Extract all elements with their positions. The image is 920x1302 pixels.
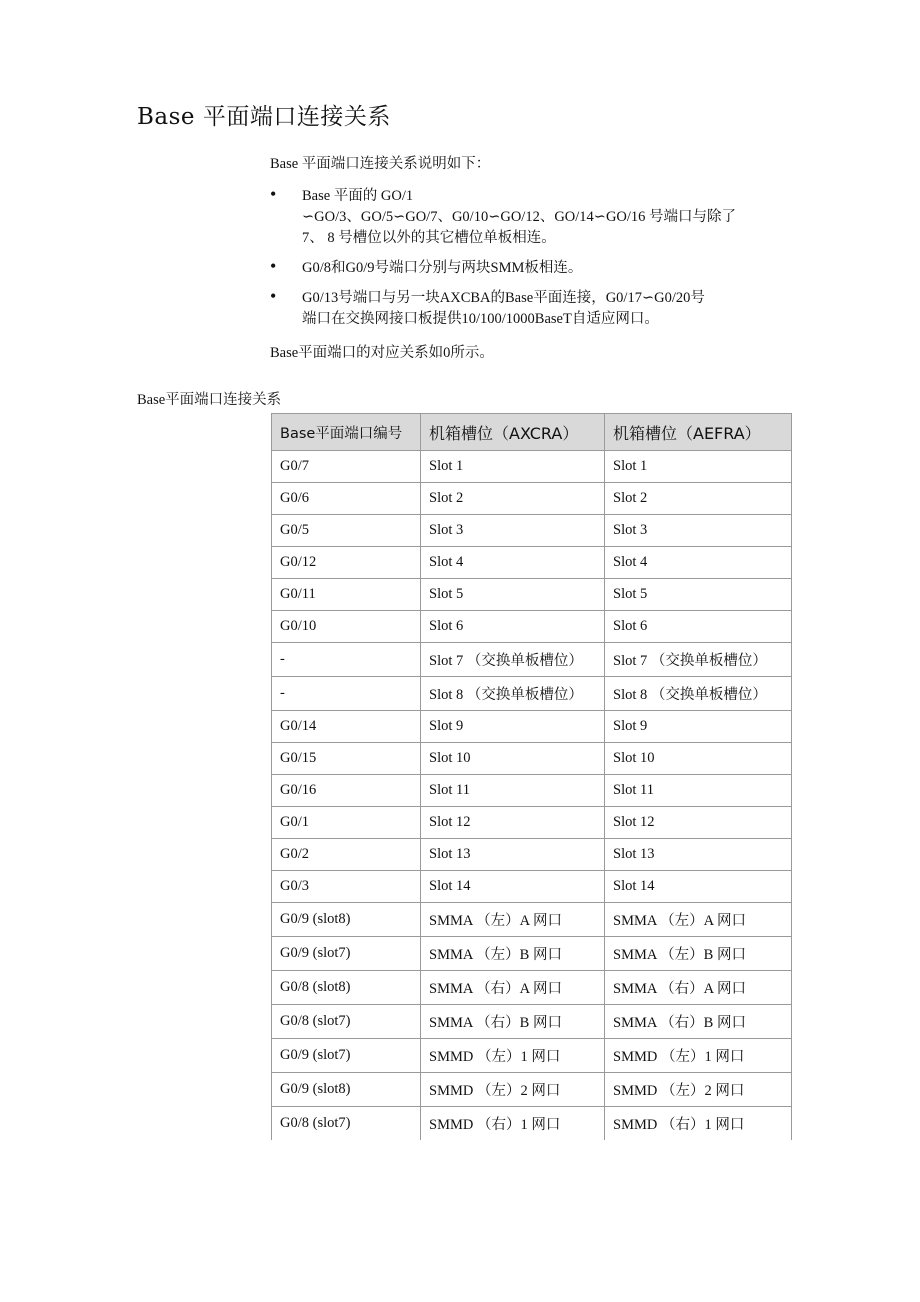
bullet-item [270,258,790,279]
aefra-slot-cell: SMMD （左）2 网口 [605,1073,792,1107]
table-header-row [272,414,792,451]
port-cell: G0/9 (slot7) [272,937,421,971]
port-cell: G0/8 (slot8) [272,971,421,1005]
aefra-slot-cell: SMMA （左）B 网口 [605,937,792,971]
table-row [272,451,792,483]
bullet-line: Base 平面的 GO/1 [302,188,414,204]
aefra-slot-cell: Slot 7 （交换单板槽位） [605,643,792,677]
column-header-axcra: 机箱槽位（AXCRA） [421,414,605,451]
axcra-slot-cell: SMMD （左）2 网口 [421,1073,605,1107]
axcra-slot-cell: Slot 9 [421,711,605,743]
port-cell: - [272,643,421,677]
aefra-slot-cell: Slot 10 [605,743,792,775]
table-row [272,515,792,547]
port-cell: G0/9 (slot8) [272,1073,421,1107]
aefra-slot-cell: Slot 1 [605,451,792,483]
column-header-port: Base平面端口编号 [272,414,421,451]
bullet-line: G0/8和G0/9号端口分别与两块SMM板相连。 [302,260,583,276]
axcra-slot-cell: Slot 1 [421,451,605,483]
aefra-slot-cell: Slot 2 [605,483,792,515]
axcra-slot-cell: Slot 13 [421,839,605,871]
axcra-slot-cell: SMMA （右）B 网口 [421,1005,605,1039]
bullet-line: ∽GO/3、GO/5∽GO/7、G0/10∽GO/12、GO/14∽GO/16 号端口与除了 [302,209,737,225]
table-row [272,839,792,871]
column-header-aefra: 机箱槽位（AEFRA） [605,414,792,451]
table-row [272,643,792,677]
port-cell: G0/9 (slot8) [272,903,421,937]
port-mapping-table [271,413,792,1140]
bullet-list [270,186,790,339]
table-row [272,547,792,579]
axcra-slot-cell: SMMA （左）B 网口 [421,937,605,971]
aefra-slot-cell: Slot 14 [605,871,792,903]
aefra-slot-cell: Slot 5 [605,579,792,611]
aefra-slot-cell: SMMA （左）A 网口 [605,903,792,937]
table-body [272,451,792,1141]
axcra-slot-cell: Slot 2 [421,483,605,515]
port-cell: G0/10 [272,611,421,643]
port-cell: G0/6 [272,483,421,515]
port-cell: G0/1 [272,807,421,839]
table-row [272,871,792,903]
axcra-slot-cell: Slot 4 [421,547,605,579]
port-cell: G0/15 [272,743,421,775]
port-cell: G0/5 [272,515,421,547]
table-row [272,903,792,937]
table-row [272,971,792,1005]
port-cell: G0/9 (slot7) [272,1039,421,1073]
axcra-slot-cell: SMMD （左）1 网口 [421,1039,605,1073]
bullet-dot-icon: • [270,184,277,204]
table-row [272,1005,792,1039]
axcra-slot-cell: SMMA （左）A 网口 [421,903,605,937]
reference-text: Base平面端口的对应关系如0所示。 [270,345,494,361]
intro-text: Base 平面端口连接关系说明如下： [270,156,491,172]
table-row [272,775,792,807]
aefra-slot-cell: Slot 13 [605,839,792,871]
bullet-dot-icon: • [270,286,277,306]
aefra-slot-cell: Slot 11 [605,775,792,807]
port-cell: G0/12 [272,547,421,579]
port-cell: G0/16 [272,775,421,807]
aefra-slot-cell: Slot 3 [605,515,792,547]
aefra-slot-cell: Slot 8 （交换单板槽位） [605,677,792,711]
port-cell: G0/8 (slot7) [272,1107,421,1141]
bullet-dot-icon: • [270,256,277,276]
table-row [272,937,792,971]
table-caption: Base平面端口连接关系 [137,392,282,408]
table-row [272,711,792,743]
table-row [272,677,792,711]
table-row [272,611,792,643]
port-cell: G0/7 [272,451,421,483]
axcra-slot-cell: Slot 6 [421,611,605,643]
aefra-slot-cell: SMMD （右）1 网口 [605,1107,792,1141]
bullet-item [270,186,790,249]
aefra-slot-cell: Slot 4 [605,547,792,579]
axcra-slot-cell: Slot 11 [421,775,605,807]
table-row [272,483,792,515]
table-row [272,579,792,611]
axcra-slot-cell: Slot 12 [421,807,605,839]
aefra-slot-cell: SMMA （右）A 网口 [605,971,792,1005]
port-cell: G0/3 [272,871,421,903]
table-row [272,743,792,775]
port-cell: G0/11 [272,579,421,611]
bullet-line: 7、 8 号槽位以外的其它槽位单板相连。 [302,230,556,246]
bullet-line: 端口在交换网接口板提供10/100/1000BaseT自适应网口。 [302,311,659,327]
table-row [272,1073,792,1107]
axcra-slot-cell: Slot 5 [421,579,605,611]
port-cell: G0/14 [272,711,421,743]
axcra-slot-cell: SMMA （右）A 网口 [421,971,605,1005]
port-cell: G0/2 [272,839,421,871]
table-row [272,807,792,839]
axcra-slot-cell: Slot 7 （交换单板槽位） [421,643,605,677]
port-cell: G0/8 (slot7) [272,1005,421,1039]
aefra-slot-cell: Slot 6 [605,611,792,643]
aefra-slot-cell: SMMA （右）B 网口 [605,1005,792,1039]
table-row [272,1107,792,1141]
axcra-slot-cell: Slot 14 [421,871,605,903]
port-cell: - [272,677,421,711]
axcra-slot-cell: Slot 8 （交换单板槽位） [421,677,605,711]
table-row [272,1039,792,1073]
page-title: Base 平面端口连接关系 [137,104,391,130]
bullet-line: G0/13号端口与另一块AXCBA的Base平面连接，G0/17∽G0/20号 [302,290,705,306]
axcra-slot-cell: Slot 3 [421,515,605,547]
axcra-slot-cell: Slot 10 [421,743,605,775]
bullet-item [270,288,790,330]
aefra-slot-cell: Slot 9 [605,711,792,743]
axcra-slot-cell: SMMD （右）1 网口 [421,1107,605,1141]
aefra-slot-cell: SMMD （左）1 网口 [605,1039,792,1073]
aefra-slot-cell: Slot 12 [605,807,792,839]
